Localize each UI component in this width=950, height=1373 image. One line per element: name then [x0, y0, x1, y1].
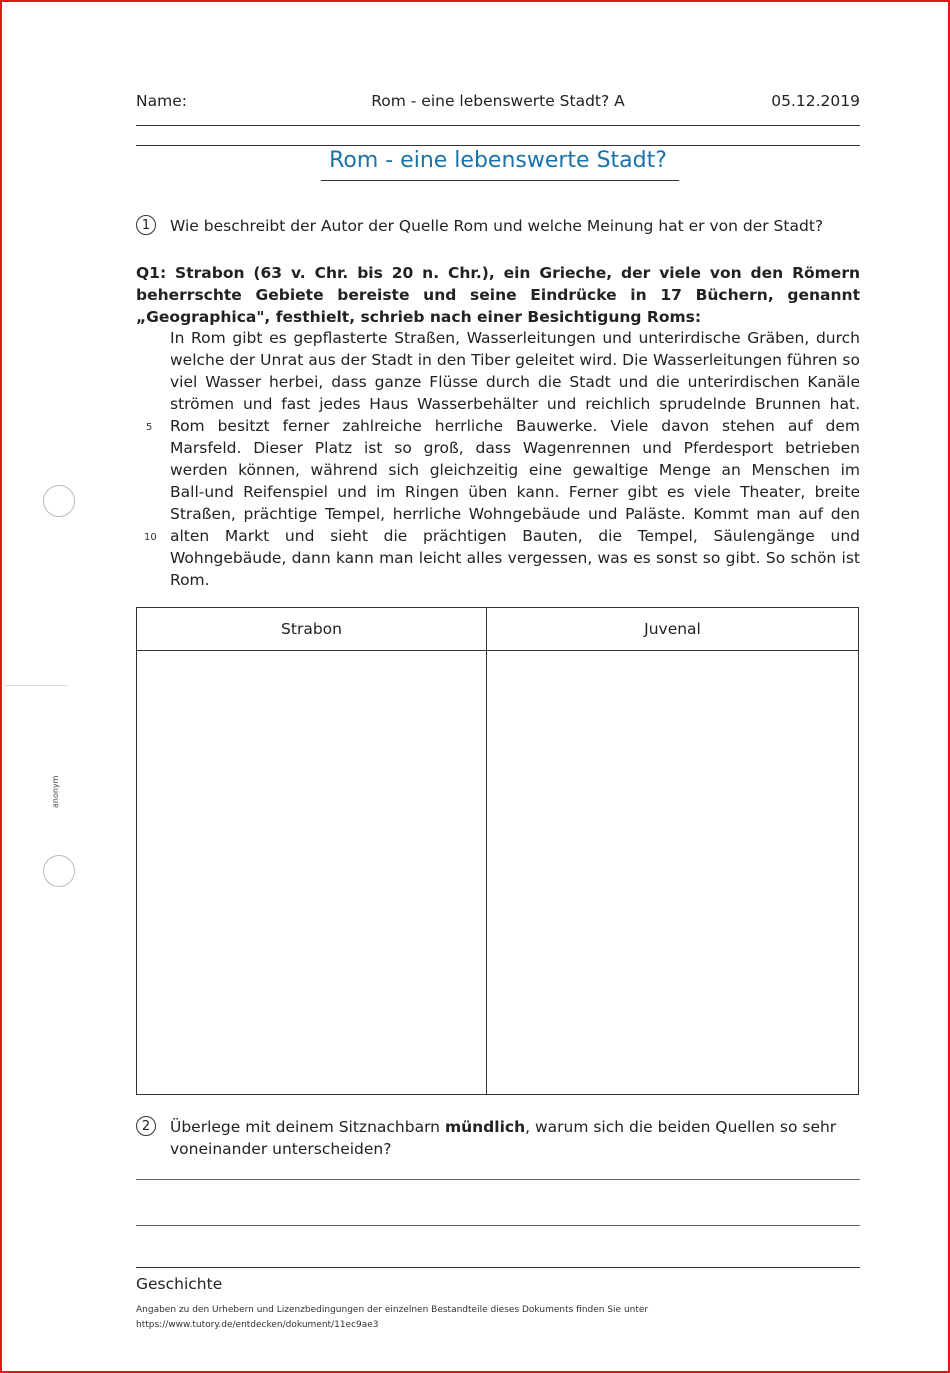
task-2-text [170, 1116, 860, 1160]
task-1-text: Wie beschreibt der Autor der Quelle Rom und welche Meinung hat er von der Stadt? [170, 217, 824, 235]
source-heading-line: Q1: Strabon (63 v. Chr. bis 20 n. Chr.), ein Grieche, der viele von den Römern [136, 264, 860, 282]
source-heading [136, 262, 860, 328]
source-line: Rom besitzt ferner zahlreiche herrliche Bauwerke. Viele davon stehen auf dem [170, 417, 860, 435]
source-heading-line: „Geographica", festhielt, schrieb nach einer Besichtigung Roms: [136, 308, 702, 326]
comparison-table [136, 607, 859, 1095]
line-number-5: 5 [146, 422, 153, 433]
source-line: Marsfeld. Dieser Platz ist so groß, dass Wagenrennen und Pferdesport betrieben [170, 439, 860, 457]
task-number-1: 1 [136, 215, 156, 235]
fold-mark [4, 685, 68, 686]
title-top-rule [136, 145, 860, 146]
source-text [170, 327, 860, 591]
margin-label: anonym [51, 775, 60, 808]
line-number-10: 10 [144, 532, 157, 543]
punch-hole-bottom [43, 855, 75, 887]
table-header-strabon: Strabon [137, 608, 487, 651]
header-date: 05.12.2019 [771, 92, 860, 110]
source-line: Ball-und Reifenspiel und im Ringen üben kann. Ferner gibt es viele Theater, breite [170, 483, 860, 501]
punch-hole-top [43, 485, 75, 517]
answer-line-2[interactable] [136, 1225, 860, 1226]
source-line: In Rom gibt es gepflasterte Straßen, Wasserleitungen und unterirdische Gräben, durch [170, 329, 860, 347]
header-rule [136, 125, 860, 126]
task-2-text-part: Überlege mit deinem Sitznachbarn [170, 1118, 445, 1136]
task-2-text-part: , warum sich die beiden Quellen so sehr [525, 1118, 837, 1136]
footer-subject: Geschichte [136, 1275, 223, 1293]
name-label: Name: [136, 92, 187, 110]
table-header-juvenal: Juvenal [487, 608, 859, 651]
source-line: Wohngebäude, dann kann man leicht alles vergessen, was es sonst so gibt. So schön ist [170, 549, 860, 567]
source-line: Rom. [170, 571, 210, 589]
footer-license-note: Angaben zu den Urhebern und Lizenzbedingungen der einzelnen Bestandteile dieses Dokuments finden Sie unter [136, 1305, 649, 1315]
source-line: welche der Unrat aus der Stadt in den Tiber geleitet wird. Die Wasserleitungen führen so [170, 351, 860, 369]
footer-rule [136, 1267, 860, 1268]
page-title: Rom - eine lebenswerte Stadt? [329, 148, 667, 173]
header-doc-title: Rom - eine lebenswerte Stadt? A [371, 92, 625, 110]
source-line: viel Wasser herbei, dass ganze Flüsse durch die Stadt und die unterirdischen Kanäle [170, 373, 860, 391]
source-line: alten Markt und sieht die prächtigen Bauten, die Tempel, Säulengänge und [170, 527, 860, 545]
source-line: werden können, während sich gleichzeitig eine gewaltige Menge an Menschen im [170, 461, 860, 479]
answer-line-1[interactable] [136, 1179, 860, 1180]
task-2-text-line2: voneinander unterscheiden? [170, 1140, 392, 1158]
page-header [136, 92, 860, 114]
title-underline [321, 180, 679, 181]
task-2-bold-word: mündlich [444, 1118, 526, 1136]
task-number-2: 2 [136, 1116, 156, 1136]
source-heading-line: beherrschte Gebiete bereiste und seine Eindrücke in 17 Büchern, genannt [136, 286, 860, 304]
strabon-answer-cell[interactable] [137, 651, 487, 1095]
source-line: Straßen, prächtige Tempel, herrliche Wohngebäude und Paläste. Kommt man auf den [170, 505, 860, 523]
source-line: strömen und fast jedes Haus Wasserbehälter und reichlich sprudelnde Brunnen hat. [170, 395, 860, 413]
juvenal-answer-cell[interactable] [487, 651, 859, 1095]
footer-link[interactable]: https://www.tutory.de/entdecken/dokument/11ec9ae3 [136, 1320, 379, 1330]
